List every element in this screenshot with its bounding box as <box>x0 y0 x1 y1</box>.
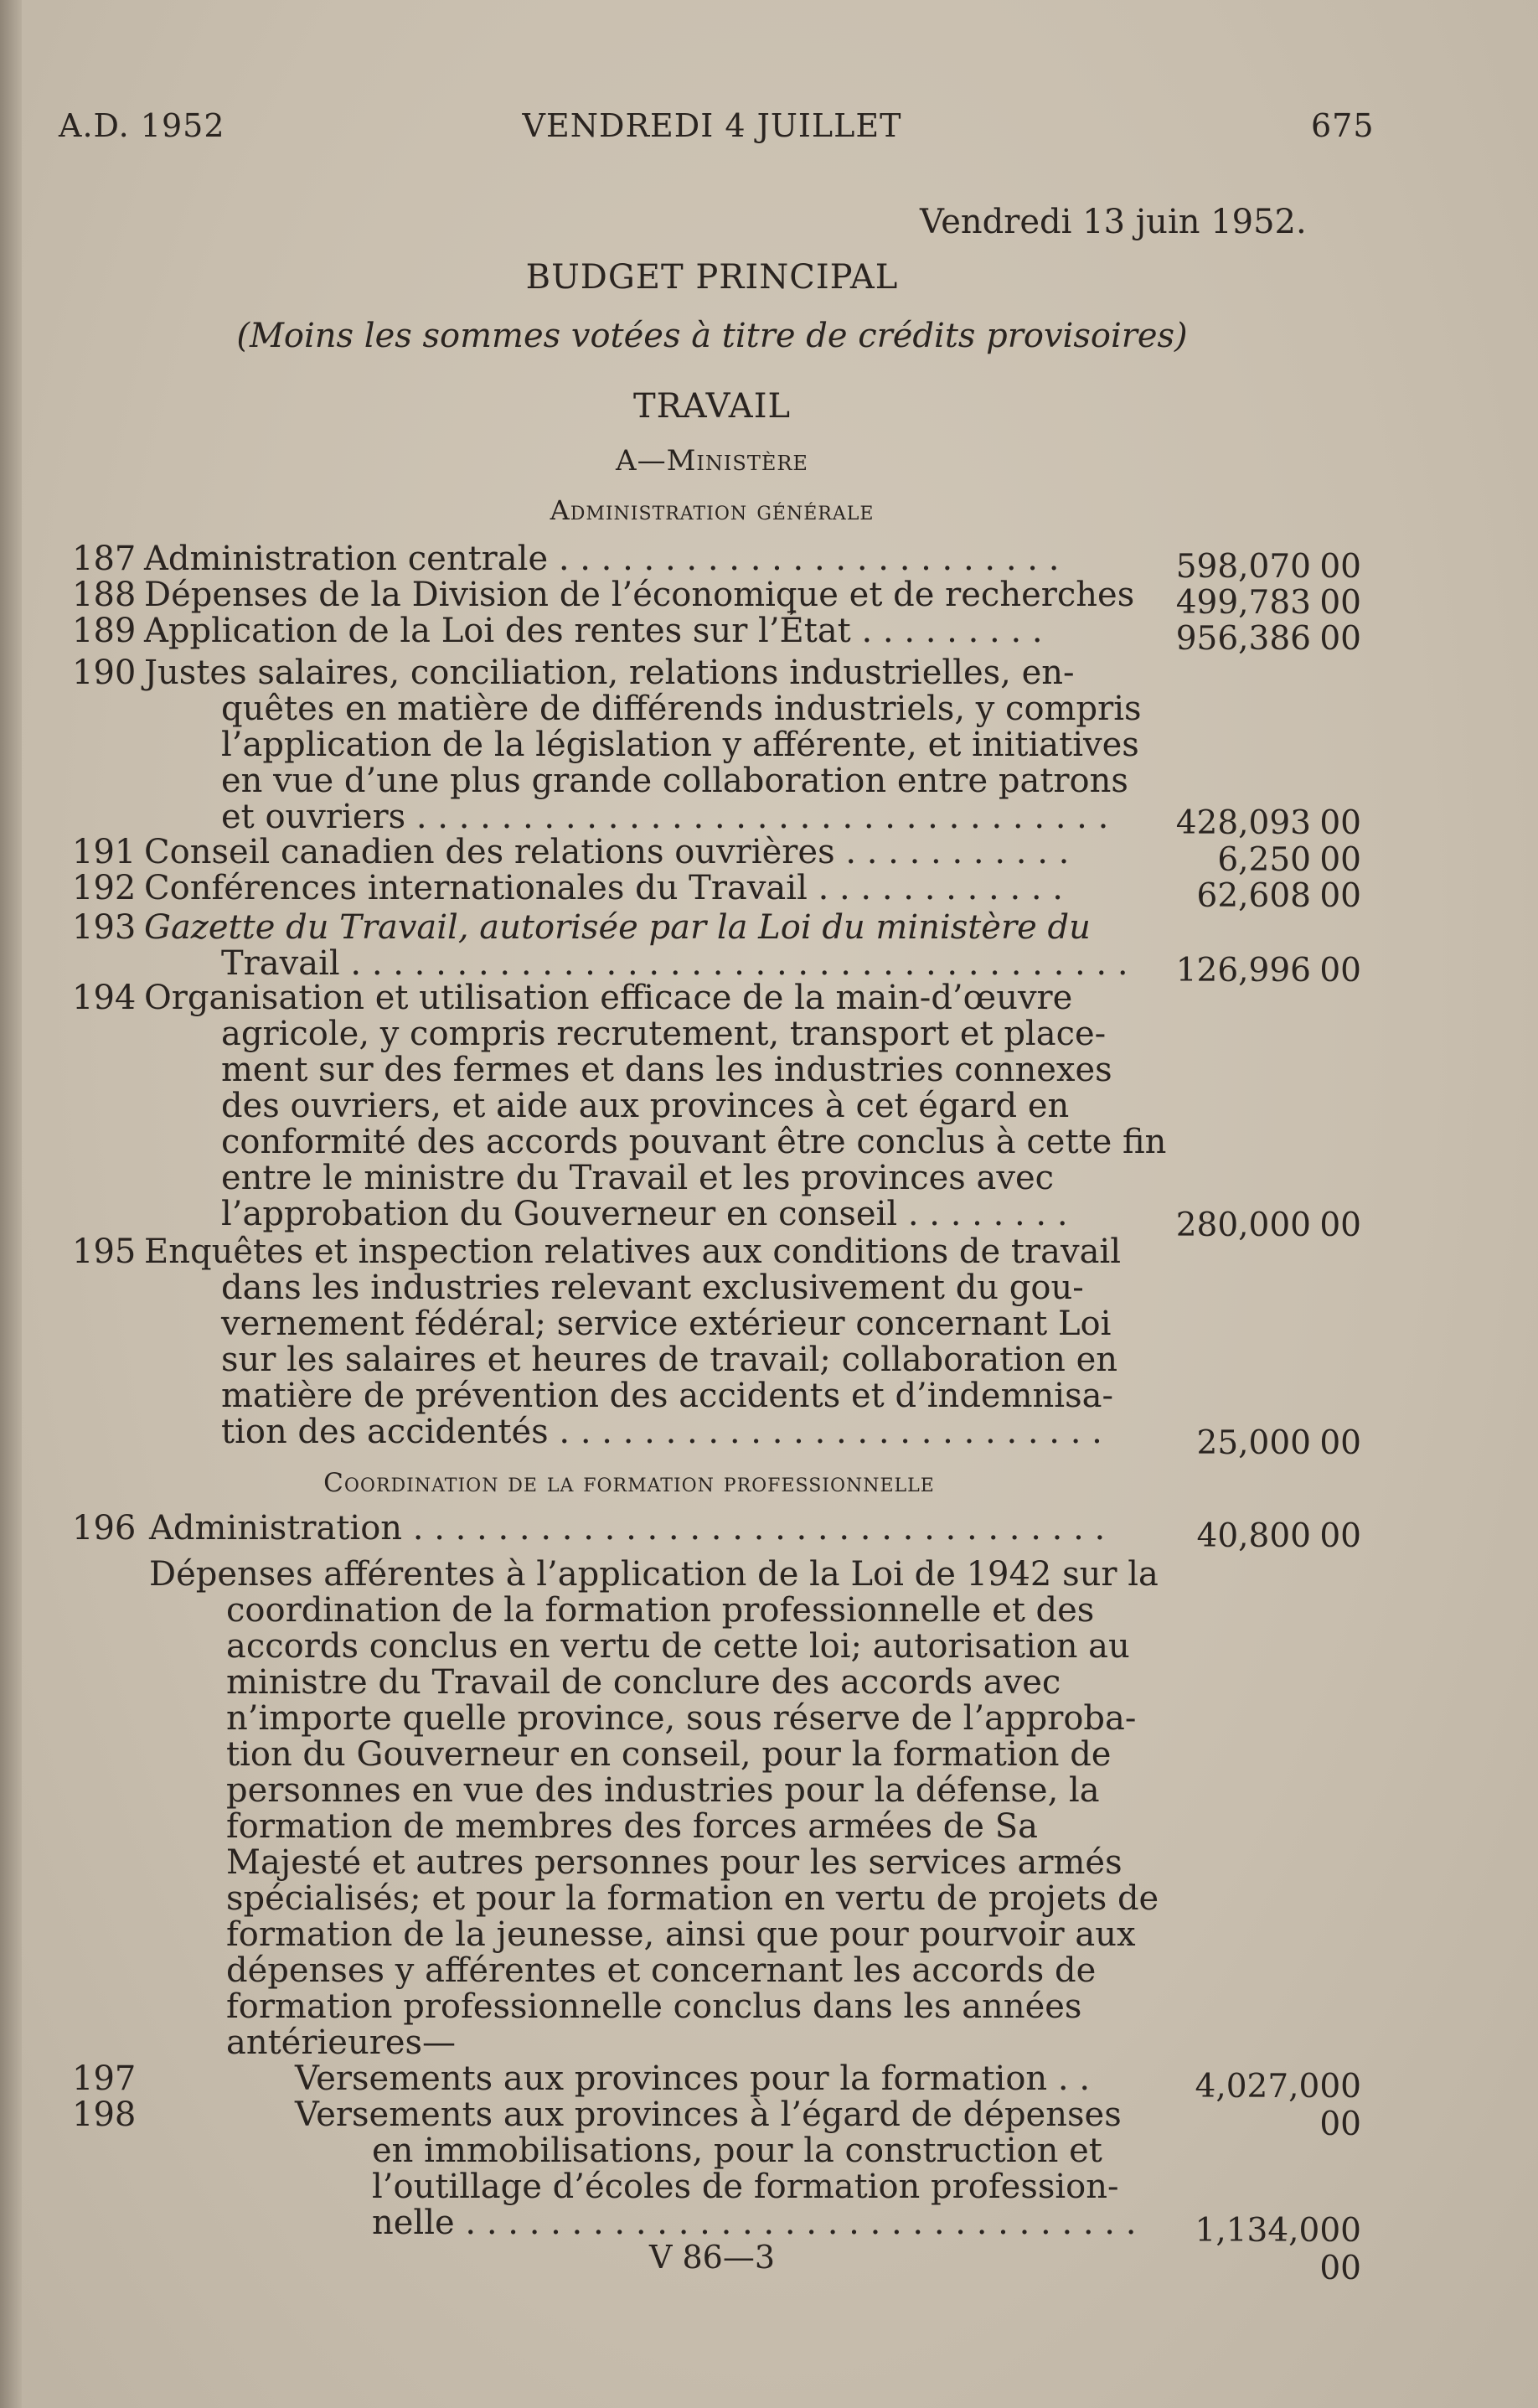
vote-number: 191 <box>72 833 137 871</box>
amount-188 <box>1156 584 1361 622</box>
amount-191 <box>1156 841 1361 879</box>
vote-text: Application de la Loi des rentes sur l’État . . . . . . . . . <box>144 612 1043 650</box>
page-title: BUDGET PRINCIPAL <box>525 258 899 297</box>
vote-text: et ouvriers . . . . . . . . . . . . . . . . . . . . . . . . . . . . . . . . . <box>221 798 1109 836</box>
amount-cents: 00 <box>1319 620 1361 658</box>
amount-dollars: 499,783 <box>1175 584 1311 622</box>
vote-number: 190 <box>72 654 137 692</box>
paragraph-line: Majesté et autres personnes pour les services armés <box>226 1843 1123 1882</box>
vote-text: quêtes en matière de différends industriels, y compris <box>221 690 1142 728</box>
paragraph-line: formation professionnelle conclus dans les années <box>226 1987 1082 2026</box>
amount-195 <box>1156 1424 1361 1462</box>
amount-cents: 00 <box>1319 548 1361 586</box>
paragraph-line: Dépenses afférentes à l’application de la Loi de 1942 sur la <box>149 1555 1159 1594</box>
vote-text: ment sur des fermes et dans les industries connexes <box>221 1051 1112 1089</box>
paragraph-line: spécialisés; et pour la formation en vertu de projets de <box>226 1879 1159 1918</box>
paragraph-line: tion du Gouverneur en conseil, pour la formation de <box>226 1735 1112 1774</box>
amount-dollars: 25,000 <box>1196 1424 1311 1462</box>
amount-197 <box>1156 2068 1361 2143</box>
department-heading: TRAVAIL <box>632 387 792 426</box>
paragraph-line: coordination de la formation professionnelle et des <box>226 1591 1095 1630</box>
vote-text: Conférences internationales du Travail . . . . . . . . . . . . <box>144 869 1064 907</box>
date-line: Vendredi 13 juin 1952. <box>920 203 1307 241</box>
vote-text: vernement fédéral; service extérieur concernant Loi <box>221 1305 1112 1343</box>
amount-193 <box>1156 952 1361 990</box>
amount-cents: 00 <box>1319 804 1361 842</box>
vote-text: Enquêtes et inspection relatives aux conditions de travail <box>144 1232 1121 1271</box>
vote-text: Organisation et utilisation efficace de la main-d’œuvre <box>144 979 1073 1017</box>
vote-text: Travail . . . . . . . . . . . . . . . . . . . . . . . . . . . . . . . . . . . . . <box>221 944 1128 983</box>
amount-dollars: 62,608 <box>1196 877 1311 915</box>
vote-text: Versements aux provinces pour la formation . . <box>295 2059 1091 2098</box>
vote-number: 194 <box>72 979 137 1017</box>
amount-192 <box>1156 877 1361 915</box>
section-heading: A—Ministère <box>616 444 808 478</box>
paragraph-line: antérieures— <box>226 2023 457 2062</box>
amount-cents: 00 <box>1319 2250 1361 2287</box>
vote-text: tion des accidentés . . . . . . . . . . . . . . . . . . . . . . . . . . <box>221 1413 1102 1451</box>
vote-number: 192 <box>72 869 137 907</box>
vote-text: nelle . . . . . . . . . . . . . . . . . . . . . . . . . . . . . . . . <box>372 2204 1137 2242</box>
vote-text: Justes salaires, conciliation, relations industrielles, en- <box>144 654 1075 692</box>
amount-dollars: 6,250 <box>1217 841 1311 879</box>
vote-text: agricole, y compris recrutement, transport et place- <box>221 1015 1107 1053</box>
paragraph-line: personnes en vue des industries pour la défense, la <box>226 1771 1100 1810</box>
vote-text: Gazette du Travail, autorisée par la Loi du ministère du <box>144 908 1091 947</box>
amount-dollars: 126,996 <box>1175 952 1311 990</box>
vote-text: Administration . . . . . . . . . . . . . . . . . . . . . . . . . . . . . . . . . <box>149 1509 1106 1548</box>
amount-189 <box>1156 620 1361 658</box>
signature-mark: V 86—3 <box>648 2239 776 2276</box>
vote-text: entre le ministre du Travail et les provinces avec <box>221 1159 1055 1197</box>
vote-number: 189 <box>72 612 137 650</box>
paragraph-line: ministre du Travail de conclure des accords avec <box>226 1663 1061 1702</box>
page-subtitle: (Moins les sommes votées à titre de crédits provisoires) <box>236 317 1188 355</box>
amount-cents: 00 <box>1319 877 1361 915</box>
amount-dollars: 598,070 <box>1175 548 1311 586</box>
amount-cents: 00 <box>1319 1424 1361 1462</box>
header-year: A.D. 1952 <box>59 107 225 144</box>
vote-number: 187 <box>72 540 137 578</box>
amount-dollars: 40,800 <box>1196 1517 1311 1555</box>
paragraph-line: dépenses y afférentes et concernant les accords de <box>226 1951 1097 1990</box>
paragraph-line: formation de la jeunesse, ainsi que pour pourvoir aux <box>226 1915 1136 1954</box>
vote-number: 196 <box>72 1509 137 1548</box>
amount-cents: 00 <box>1319 584 1361 622</box>
amount-cents: 00 <box>1319 1517 1361 1555</box>
amount-cents: 00 <box>1319 952 1361 990</box>
amount-dollars: 1,134,000 <box>1195 2212 1361 2250</box>
amount-dollars: 956,386 <box>1175 620 1311 658</box>
paragraph-line: formation de membres des forces armées de Sa <box>226 1807 1038 1846</box>
vote-text: en immobilisations, pour la construction et <box>372 2132 1102 2170</box>
paragraph-line: accords conclus en vertu de cette loi; autorisation au <box>226 1627 1130 1666</box>
amount-cents: 00 <box>1319 1207 1361 1244</box>
vote-number: 195 <box>72 1232 137 1271</box>
vote-text: l’application de la législation y afférente, et initiatives <box>221 726 1139 764</box>
amount-196 <box>1156 1517 1361 1555</box>
amount-cents: 00 <box>1319 841 1361 879</box>
vote-number: 198 <box>72 2095 137 2134</box>
page-number: 675 <box>1311 107 1375 144</box>
vote-number: 188 <box>72 576 137 614</box>
vote-text: sur les salaires et heures de travail; collaboration en <box>221 1341 1118 1379</box>
amount-190 <box>1156 804 1361 842</box>
subsection-heading-2: Coordination de la formation professionnelle <box>323 1468 935 1498</box>
vote-text: Versements aux provinces à l’égard de dépenses <box>295 2095 1122 2134</box>
amount-dollars: 4,027,000 <box>1195 2068 1361 2106</box>
vote-text: Dépenses de la Division de l’économique et de recherches <box>144 576 1135 614</box>
amount-dollars: 280,000 <box>1175 1207 1311 1244</box>
amount-194 <box>1156 1207 1361 1244</box>
vote-text: l’approbation du Gouverneur en conseil . . . . . . . . <box>221 1195 1068 1233</box>
subsection-heading: Administration générale <box>550 494 875 526</box>
page-edge <box>0 0 22 2408</box>
vote-text: Administration centrale . . . . . . . . . . . . . . . . . . . . . . . . <box>144 540 1060 578</box>
vote-text: des ouvriers, et aide aux provinces à cet égard en <box>221 1087 1070 1125</box>
amount-cents: 00 <box>1319 2106 1361 2143</box>
header-date: VENDREDI 4 JUILLET <box>522 107 902 144</box>
amount-dollars: 428,093 <box>1175 804 1311 842</box>
amount-187 <box>1156 548 1361 586</box>
paragraph-line: n’importe quelle province, sous réserve de l’approba- <box>226 1699 1137 1738</box>
vote-text: dans les industries relevant exclusivement du gou- <box>221 1269 1084 1307</box>
vote-text: en vue d’une plus grande collaboration entre patrons <box>221 762 1128 800</box>
vote-text: conformité des accords pouvant être conclus à cette fin <box>221 1123 1167 1161</box>
vote-number: 193 <box>72 908 137 947</box>
vote-text: matière de prévention des accidents et d’indemnisa- <box>221 1377 1113 1415</box>
vote-text: l’outillage d’écoles de formation profession- <box>372 2168 1119 2206</box>
vote-number: 197 <box>72 2059 137 2098</box>
vote-text: Conseil canadien des relations ouvrières . . . . . . . . . . . <box>144 833 1070 871</box>
